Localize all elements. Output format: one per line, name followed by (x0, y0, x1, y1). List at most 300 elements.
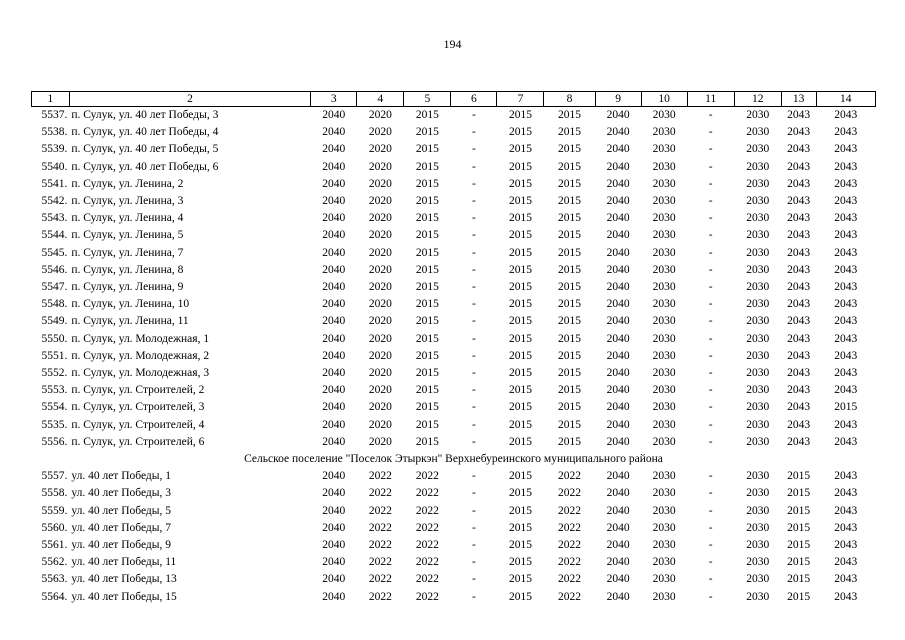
cell-c12: 2030 (746, 367, 770, 380)
cell-c7: 2015 (508, 246, 532, 259)
row-address: п. Сулук, ул. 40 лет Победы, 6 (71, 160, 219, 173)
cell-c12: 2030 (746, 126, 770, 139)
cell-c6: - (471, 212, 476, 225)
cell-c8: 2022 (558, 556, 582, 569)
cell-c9: 2040 (606, 349, 630, 362)
table-body (32, 107, 876, 606)
cell-c14: 2043 (834, 521, 858, 534)
row-number: 5554. (41, 401, 68, 414)
cell-c14: 2043 (834, 109, 858, 121)
cell-c10: 2030 (652, 573, 676, 586)
cell-c14: 2043 (834, 229, 858, 242)
row-number: 5557. (41, 470, 68, 483)
cell-c10: 2030 (652, 349, 676, 362)
cell-c7: 2015 (508, 281, 532, 294)
cell-c9: 2040 (606, 590, 630, 603)
cell-c7: 2015 (508, 315, 532, 328)
cell-c5: 2015 (415, 195, 439, 208)
table-row (32, 279, 876, 296)
cell-c14: 2043 (834, 487, 858, 500)
cell-c6: - (471, 470, 476, 483)
cell-c12: 2030 (746, 315, 770, 328)
cell-c11: - (708, 263, 713, 276)
cell-c6: - (471, 263, 476, 276)
cell-c9: 2040 (606, 298, 630, 311)
row-number: 5537. (41, 109, 68, 121)
cell-c11: - (708, 539, 713, 552)
table-row (32, 537, 876, 554)
row-number: 5551. (41, 349, 68, 362)
cell-c11: - (708, 435, 713, 448)
cell-c5: 2022 (415, 556, 439, 569)
cell-c12: 2030 (746, 143, 770, 156)
cell-c12: 2030 (746, 573, 770, 586)
cell-c3: 2040 (322, 160, 346, 173)
column-header-5: 5 (404, 92, 451, 107)
row-address: п. Сулук, ул. Ленина, 3 (71, 195, 184, 208)
cell-c10: 2030 (652, 126, 676, 139)
row-number: 5546. (41, 263, 68, 276)
row-address: п. Сулук, ул. Строителей, 4 (71, 418, 205, 431)
cell-c7: 2015 (508, 349, 532, 362)
table-row (32, 227, 876, 244)
row-number: 5541. (41, 177, 68, 190)
cell-c10: 2030 (652, 177, 676, 190)
cell-c14: 2043 (834, 143, 858, 156)
table-row (32, 554, 876, 571)
cell-c4: 2020 (368, 143, 392, 156)
row-number: 5547. (41, 281, 68, 294)
cell-c14: 2043 (834, 349, 858, 362)
cell-c4: 2022 (368, 556, 392, 569)
cell-c3: 2040 (322, 246, 346, 259)
cell-c7: 2015 (508, 590, 532, 603)
cell-c13: 2043 (787, 401, 811, 414)
cell-c6: - (471, 160, 476, 173)
row-address: п. Сулук, ул. Ленина, 5 (71, 229, 184, 242)
cell-c13: 2015 (787, 487, 811, 500)
table-row (32, 485, 876, 502)
cell-c4: 2020 (368, 195, 392, 208)
row-number: 5535. (41, 418, 68, 431)
cell-c6: - (471, 521, 476, 534)
table-row (32, 520, 876, 537)
cell-c4: 2022 (368, 590, 392, 603)
cell-c6: - (471, 556, 476, 569)
cell-c13: 2043 (787, 298, 811, 311)
cell-c6: - (471, 109, 476, 121)
cell-c8: 2015 (558, 195, 582, 208)
cell-c13: 2043 (787, 229, 811, 242)
row-address: ул. 40 лет Победы, 3 (71, 487, 171, 500)
cell-c14: 2043 (834, 246, 858, 259)
column-header-2: 2 (69, 92, 310, 107)
cell-c5: 2015 (415, 246, 439, 259)
cell-c10: 2030 (652, 246, 676, 259)
cell-c8: 2015 (558, 367, 582, 380)
cell-c4: 2022 (368, 504, 392, 517)
column-header-12: 12 (734, 92, 781, 107)
cell-c4: 2020 (368, 418, 392, 431)
cell-c11: - (708, 418, 713, 431)
row-address: п. Сулук, ул. Ленина, 10 (71, 298, 190, 311)
cell-c10: 2030 (652, 281, 676, 294)
row-number: 5559. (41, 504, 68, 517)
cell-c8: 2015 (558, 212, 582, 225)
cell-c3: 2040 (322, 126, 346, 139)
cell-c5: 2015 (415, 349, 439, 362)
row-address: п. Сулук, ул. Ленина, 8 (71, 263, 184, 276)
cell-c7: 2015 (508, 160, 532, 173)
cell-c4: 2020 (368, 298, 392, 311)
cell-c5: 2015 (415, 212, 439, 225)
cell-c11: - (708, 177, 713, 190)
cell-c11: - (708, 367, 713, 380)
cell-c14: 2043 (834, 212, 858, 225)
cell-c12: 2030 (746, 539, 770, 552)
cell-c7: 2015 (508, 418, 532, 431)
cell-c4: 2022 (368, 573, 392, 586)
cell-c8: 2015 (558, 349, 582, 362)
cell-c5: 2015 (415, 177, 439, 190)
cell-c4: 2020 (368, 281, 392, 294)
cell-c11: - (708, 401, 713, 414)
cell-c5: 2015 (415, 143, 439, 156)
cell-c14: 2043 (834, 298, 858, 311)
cell-c9: 2040 (606, 504, 630, 517)
table-row (32, 262, 876, 279)
cell-c5: 2022 (415, 521, 439, 534)
cell-c14: 2043 (834, 504, 858, 517)
column-header-11: 11 (687, 92, 734, 107)
cell-c13: 2015 (787, 521, 811, 534)
cell-c12: 2030 (746, 246, 770, 259)
cell-c4: 2022 (368, 487, 392, 500)
cell-c4: 2020 (368, 246, 392, 259)
cell-c9: 2040 (606, 418, 630, 431)
row-address: ул. 40 лет Победы, 5 (71, 504, 171, 517)
section-title: Сельское поселение "Поселок Этыркэн" Верхнебуреинского муниципального района (244, 453, 663, 466)
cell-c3: 2040 (322, 470, 346, 483)
cell-c12: 2030 (746, 384, 770, 397)
cell-c10: 2030 (652, 384, 676, 397)
cell-c3: 2040 (322, 332, 346, 345)
row-address: п. Сулук, ул. Молодежная, 1 (71, 332, 210, 345)
cell-c9: 2040 (606, 246, 630, 259)
cell-c7: 2015 (508, 435, 532, 448)
cell-c11: - (708, 573, 713, 586)
cell-c10: 2030 (652, 212, 676, 225)
cell-c14: 2043 (834, 126, 858, 139)
table-header (32, 92, 876, 107)
section-row (32, 451, 876, 468)
cell-c9: 2040 (606, 401, 630, 414)
cell-c14: 2043 (834, 384, 858, 397)
cell-c12: 2030 (746, 212, 770, 225)
cell-c12: 2030 (746, 556, 770, 569)
cell-c13: 2043 (787, 281, 811, 294)
cell-c12: 2030 (746, 349, 770, 362)
cell-c6: - (471, 126, 476, 139)
cell-c14: 2043 (834, 177, 858, 190)
cell-c5: 2022 (415, 590, 439, 603)
cell-c6: - (471, 229, 476, 242)
cell-c14: 2043 (834, 332, 858, 345)
cell-c11: - (708, 298, 713, 311)
row-address: п. Сулук, ул. Строителей, 6 (71, 435, 205, 448)
cell-c4: 2020 (368, 109, 392, 121)
cell-c8: 2015 (558, 109, 582, 121)
row-address: п. Сулук, ул. 40 лет Победы, 5 (71, 143, 219, 156)
cell-c6: - (471, 384, 476, 397)
cell-c11: - (708, 504, 713, 517)
cell-c10: 2030 (652, 556, 676, 569)
cell-c11: - (708, 143, 713, 156)
cell-c10: 2030 (652, 590, 676, 603)
cell-c5: 2022 (415, 487, 439, 500)
row-address: п. Сулук, ул. Строителей, 2 (71, 384, 205, 397)
cell-c11: - (708, 109, 713, 121)
cell-c13: 2043 (787, 367, 811, 380)
cell-c12: 2030 (746, 401, 770, 414)
cell-c4: 2020 (368, 212, 392, 225)
cell-c8: 2015 (558, 298, 582, 311)
cell-c12: 2030 (746, 195, 770, 208)
cell-c7: 2015 (508, 263, 532, 276)
row-address: п. Сулук, ул. Ленина, 7 (71, 246, 184, 259)
cell-c4: 2020 (368, 263, 392, 276)
cell-c9: 2040 (606, 143, 630, 156)
cell-c11: - (708, 126, 713, 139)
row-address: ул. 40 лет Победы, 15 (71, 590, 177, 603)
cell-c6: - (471, 281, 476, 294)
cell-c10: 2030 (652, 263, 676, 276)
row-address: п. Сулук, ул. Молодежная, 2 (71, 349, 210, 362)
cell-c14: 2043 (834, 470, 858, 483)
cell-c9: 2040 (606, 332, 630, 345)
cell-c5: 2022 (415, 470, 439, 483)
cell-c13: 2043 (787, 418, 811, 431)
cell-c8: 2022 (558, 487, 582, 500)
cell-c6: - (471, 315, 476, 328)
table-row (32, 193, 876, 210)
cell-c9: 2040 (606, 263, 630, 276)
table-row (32, 245, 876, 262)
cell-c9: 2040 (606, 573, 630, 586)
cell-c4: 2020 (368, 401, 392, 414)
cell-c8: 2022 (558, 470, 582, 483)
cell-c5: 2015 (415, 384, 439, 397)
cell-c9: 2040 (606, 229, 630, 242)
cell-c5: 2015 (415, 401, 439, 414)
cell-c11: - (708, 229, 713, 242)
cell-c10: 2030 (652, 298, 676, 311)
cell-c3: 2040 (322, 401, 346, 414)
cell-c6: - (471, 504, 476, 517)
table-row (32, 503, 876, 520)
cell-c3: 2040 (322, 143, 346, 156)
cell-c12: 2030 (746, 504, 770, 517)
table-row (32, 296, 876, 313)
cell-c13: 2043 (787, 349, 811, 362)
cell-c12: 2030 (746, 470, 770, 483)
cell-c3: 2040 (322, 435, 346, 448)
cell-c8: 2015 (558, 177, 582, 190)
cell-c7: 2015 (508, 384, 532, 397)
cell-c12: 2030 (746, 263, 770, 276)
cell-c10: 2030 (652, 521, 676, 534)
register-table (31, 91, 876, 606)
cell-c14: 2043 (834, 556, 858, 569)
cell-c14: 2043 (834, 435, 858, 448)
cell-c4: 2022 (368, 521, 392, 534)
cell-c10: 2030 (652, 418, 676, 431)
cell-c10: 2030 (652, 401, 676, 414)
cell-c11: - (708, 556, 713, 569)
cell-c7: 2015 (508, 195, 532, 208)
cell-c14: 2043 (834, 160, 858, 173)
cell-c8: 2022 (558, 590, 582, 603)
column-header-13: 13 (781, 92, 816, 107)
row-address: ул. 40 лет Победы, 1 (71, 470, 171, 483)
cell-c4: 2020 (368, 126, 392, 139)
cell-c3: 2040 (322, 521, 346, 534)
row-number: 5553. (41, 384, 68, 397)
row-number: 5543. (41, 212, 68, 225)
table-row (32, 417, 876, 434)
row-number: 5548. (41, 298, 68, 311)
table-row (32, 468, 876, 485)
cell-c7: 2015 (508, 573, 532, 586)
table-row (32, 434, 876, 451)
cell-c9: 2040 (606, 539, 630, 552)
cell-c5: 2015 (415, 126, 439, 139)
cell-c8: 2022 (558, 504, 582, 517)
column-header-3: 3 (311, 92, 357, 107)
cell-c12: 2030 (746, 177, 770, 190)
cell-c5: 2015 (415, 263, 439, 276)
row-number: 5562. (41, 556, 68, 569)
cell-c12: 2030 (746, 590, 770, 603)
cell-c5: 2022 (415, 539, 439, 552)
cell-c8: 2015 (558, 315, 582, 328)
cell-c10: 2030 (652, 229, 676, 242)
cell-c5: 2015 (415, 315, 439, 328)
cell-c6: - (471, 195, 476, 208)
cell-c5: 2015 (415, 160, 439, 173)
cell-c13: 2015 (787, 556, 811, 569)
cell-c13: 2043 (787, 315, 811, 328)
table-row (32, 141, 876, 158)
cell-c10: 2030 (652, 109, 676, 121)
cell-c6: - (471, 487, 476, 500)
cell-c9: 2040 (606, 160, 630, 173)
row-address: п. Сулук, ул. Ленина, 4 (71, 212, 184, 225)
row-number: 5563. (41, 573, 68, 586)
cell-c5: 2015 (415, 435, 439, 448)
cell-c5: 2015 (415, 332, 439, 345)
cell-c9: 2040 (606, 384, 630, 397)
cell-c9: 2040 (606, 435, 630, 448)
cell-c6: - (471, 435, 476, 448)
column-header-14: 14 (816, 92, 875, 107)
cell-c7: 2015 (508, 177, 532, 190)
cell-c6: - (471, 349, 476, 362)
cell-c3: 2040 (322, 109, 346, 121)
cell-c14: 2015 (834, 401, 858, 414)
cell-c6: - (471, 539, 476, 552)
cell-c14: 2043 (834, 539, 858, 552)
column-header-9: 9 (595, 92, 641, 107)
cell-c9: 2040 (606, 212, 630, 225)
cell-c4: 2020 (368, 435, 392, 448)
cell-c10: 2030 (652, 195, 676, 208)
cell-c13: 2043 (787, 195, 811, 208)
table-row (32, 176, 876, 193)
cell-c4: 2022 (368, 539, 392, 552)
cell-c3: 2040 (322, 539, 346, 552)
cell-c8: 2015 (558, 281, 582, 294)
cell-c10: 2030 (652, 367, 676, 380)
cell-c8: 2015 (558, 435, 582, 448)
table-row (32, 124, 876, 141)
cell-c13: 2043 (787, 212, 811, 225)
cell-c5: 2015 (415, 281, 439, 294)
cell-c7: 2015 (508, 109, 532, 121)
cell-c11: - (708, 281, 713, 294)
row-number: 5560. (41, 521, 68, 534)
cell-c8: 2015 (558, 246, 582, 259)
cell-c12: 2030 (746, 229, 770, 242)
cell-c11: - (708, 332, 713, 345)
cell-c7: 2015 (508, 143, 532, 156)
cell-c13: 2015 (787, 504, 811, 517)
cell-c6: - (471, 332, 476, 345)
cell-c10: 2030 (652, 315, 676, 328)
cell-c7: 2015 (508, 126, 532, 139)
header-row (32, 92, 876, 107)
cell-c10: 2030 (652, 435, 676, 448)
cell-c5: 2015 (415, 367, 439, 380)
cell-c3: 2040 (322, 590, 346, 603)
table-row (32, 399, 876, 416)
cell-c13: 2043 (787, 246, 811, 259)
cell-c14: 2043 (834, 573, 858, 586)
row-number: 5558. (41, 487, 68, 500)
cell-c8: 2015 (558, 160, 582, 173)
cell-c4: 2020 (368, 160, 392, 173)
cell-c7: 2015 (508, 504, 532, 517)
cell-c8: 2022 (558, 573, 582, 586)
page-number: 194 (443, 37, 462, 51)
cell-c10: 2030 (652, 332, 676, 345)
row-number: 5544. (41, 229, 68, 242)
cell-c14: 2043 (834, 195, 858, 208)
cell-c3: 2040 (322, 229, 346, 242)
cell-c13: 2015 (787, 539, 811, 552)
cell-c7: 2015 (508, 470, 532, 483)
cell-c9: 2040 (606, 556, 630, 569)
cell-c3: 2040 (322, 573, 346, 586)
cell-c6: - (471, 143, 476, 156)
table-row (32, 331, 876, 348)
cell-c3: 2040 (322, 556, 346, 569)
cell-c12: 2030 (746, 332, 770, 345)
row-number: 5561. (41, 539, 68, 552)
cell-c3: 2040 (322, 212, 346, 225)
cell-c6: - (471, 590, 476, 603)
cell-c7: 2015 (508, 556, 532, 569)
